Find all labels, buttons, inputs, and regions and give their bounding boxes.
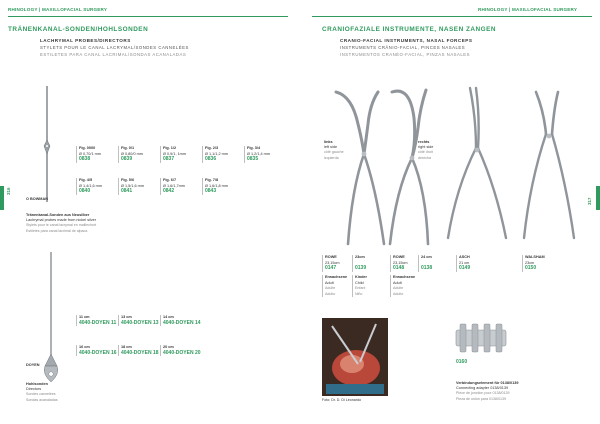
header-rule-left — [8, 16, 288, 17]
probe-cell: Fig. 0000 Ø 0,70/1 mm 0838 — [76, 146, 101, 163]
director-cell: 18 cm 4040-DOYEN 18 — [118, 345, 159, 356]
surgical-photo — [322, 318, 388, 396]
forceps-cell-asch: ASCH 21 cm 0149 — [456, 255, 470, 272]
adapter-code-label: 0160 — [456, 359, 468, 365]
doyen-description: Hohlsonden Directors Sondes cannelées Sondas acanaladas — [26, 382, 58, 402]
adapter-description: Verbindungselement für 0138/0139 Connecting adapter 0138/0139 Pièce de jonction pour 0138/0139 Pieza de unión para 0138/0139 — [456, 381, 519, 401]
doyen-name: DOYEN — [26, 363, 40, 367]
left-subtitle-es: ESTILETES PARA CANAL LACRIMAL/SONDAS ACANALADAS — [40, 52, 187, 57]
probe-cell: Fig. 0/1 Ø 0,80/0 mm 0839 — [118, 146, 143, 163]
forceps-cell-rowe-right: ROWE 23,15cm 0148 — [390, 255, 408, 272]
probe-cell: Fig. 6/7 Ø 1,6/1,7mm 0842 — [160, 178, 185, 195]
director-cell: 14 cm 4040-DOYEN 14 — [160, 315, 201, 326]
doyen-product-label — [26, 363, 40, 368]
connecting-adapter-image — [452, 320, 510, 356]
callout-left-side: links left side côté gauche izquierda — [324, 140, 344, 160]
forceps-cell-rowe-right-adult: Erwachsene Adult Adulte Adulto — [390, 275, 415, 297]
right-subtitle-fr: INSTRUMENTS CRÂNIO-FACIAL, PINCES NASALES — [340, 45, 466, 50]
callout-right-side: rechts right side côté droit derecha — [418, 140, 434, 160]
director-cell: 20 cm 4040-DOYEN 20 — [160, 345, 201, 356]
right-subtitle-en: CRANIO-FACIAL INSTRUMENTS, NASAL FORCEPS — [340, 38, 473, 43]
bowman-product-label — [26, 197, 48, 202]
doyen-director-image — [38, 250, 64, 386]
director-cell: 13 cm 4040-DOYEN 13 — [118, 315, 159, 326]
right-page-title: CRANIOFAZIALE INSTRUMENTE, NASEN ZANGEN — [322, 26, 496, 33]
header-left-section: RHINOLOGY | MAXILLOFACIAL SURGERY — [8, 7, 108, 12]
forceps-cell-rowe-child-desc: Kinder Child Enfant Niño — [352, 275, 367, 297]
forceps-cell-rowe-24cm: 24 cm 0138 — [418, 255, 432, 272]
probe-cell: Fig. 5/6 Ø 1,5/1,6 mm 0841 — [118, 178, 144, 195]
left-page-title: TRÄNENKANAL-SONDEN/HOHLSONDEN — [8, 26, 149, 33]
right-side-bar — [596, 186, 600, 210]
bowman-description: Tränenkanal-Sonden aus Neusilber Lachrymal probes made from nickel silver Stylets pour le canal lacrymal en maillechort Estiletes para canal lacrimal de alpaca — [26, 213, 97, 233]
probe-cell: Fig. 1/2 Ø 0,9/1, 1mm 0837 — [160, 146, 186, 163]
bowman-probe-image — [38, 84, 56, 204]
photo-caption: Foto: Dr. D. Di Leonardo — [322, 398, 361, 402]
director-cell: 11 cm 4040-DOYEN 11 — [76, 315, 116, 326]
right-subtitle-es: INSTRUMENTOS CRANÉO-FACIAL, PINZAS NASALES — [340, 52, 471, 57]
right-page-number: 317 — [587, 197, 592, 205]
left-subtitle-en: LACHRYMAL PROBES/DIRECTORS — [40, 38, 131, 43]
forceps-cell-rowe-child: 23cm 0139 — [352, 255, 366, 272]
left-subtitle-fr: STYLETS POUR LE CANAL LACRYMAL/SONDES CANNELÉES — [40, 45, 189, 50]
probe-cell: Fig. 2/3 Ø 1,1/1,2 mm 0836 — [202, 146, 228, 163]
header-rule-right — [312, 16, 592, 17]
left-side-bar — [0, 186, 4, 210]
director-cell: 16 cm 4040-DOYEN 16 — [76, 345, 117, 356]
probe-cell: Fig. 7/8 Ø 1,6/1,8 mm 0843 — [202, 178, 228, 195]
probe-cell: Fig. 4/5 Ø 1,4/1,6 mm 0840 — [76, 178, 102, 195]
header-right-section: RHINOLOGY | MAXILLOFACIAL SURGERY — [478, 7, 578, 12]
forceps-cell-walsham: WALSHAM 23cm 0150 — [522, 255, 545, 272]
left-page-number: 316 — [6, 187, 11, 195]
forceps-cell-rowe-left: ROWE 23,15cm 0147 — [322, 255, 340, 272]
forceps-images — [330, 78, 580, 250]
probe-cell: Fig. 3/4 Ø 1,2/1,4 mm 0835 — [244, 146, 270, 163]
forceps-cell-rowe-left-adult: Erwachsene Adult Adulte Adulto — [322, 275, 347, 297]
bowman-name: O BOWMAN — [26, 197, 48, 201]
